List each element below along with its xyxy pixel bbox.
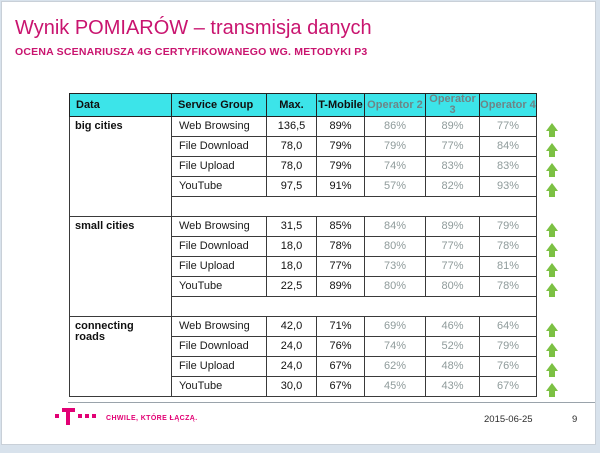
page-number: 9 [572, 414, 578, 425]
trend-cell [537, 317, 569, 337]
operator2-cell: 73% [365, 257, 426, 277]
operator4-cell: 78% [480, 277, 537, 297]
tmobile-cell: 79% [317, 137, 365, 157]
column-header-5: Operator 3 [426, 94, 480, 117]
table-row [70, 317, 569, 337]
operator4-cell: 79% [480, 337, 537, 357]
trend-cell [537, 237, 569, 257]
trend-up-icon [546, 143, 558, 151]
operator3-cell: 89% [426, 117, 480, 137]
operator4-cell: 78% [480, 237, 537, 257]
spacer-arrow-cell [537, 297, 569, 317]
trend-cell [537, 217, 569, 237]
operator4-cell: 64% [480, 317, 537, 337]
operator3-cell: 82% [426, 177, 480, 197]
spacer-cell [172, 197, 537, 217]
logo-square-icon [78, 414, 82, 418]
page-title: Wynik POMIARÓW – transmisja danych [15, 17, 372, 39]
trend-up-icon [546, 343, 558, 351]
operator3-cell: 77% [426, 237, 480, 257]
tmobile-cell: 91% [317, 177, 365, 197]
service-cell: YouTube [172, 177, 267, 197]
operator4-cell: 83% [480, 157, 537, 177]
service-cell: YouTube [172, 377, 267, 397]
trend-cell [537, 277, 569, 297]
service-cell: File Download [172, 137, 267, 157]
operator3-cell: 80% [426, 277, 480, 297]
max-cell: 31,5 [267, 217, 317, 237]
table-row [70, 117, 569, 137]
service-cell: File Download [172, 237, 267, 257]
service-cell: YouTube [172, 277, 267, 297]
slide-header [15, 16, 575, 58]
service-cell: File Upload [172, 357, 267, 377]
trend-cell [537, 377, 569, 397]
service-cell: File Upload [172, 157, 267, 177]
operator4-cell: 79% [480, 217, 537, 237]
trend-up-icon [546, 243, 558, 251]
trend-up-icon [546, 223, 558, 231]
tmobile-cell: 79% [317, 157, 365, 177]
tmobile-cell: 89% [317, 117, 365, 137]
trend-up-icon [546, 123, 558, 131]
table-row [70, 217, 569, 237]
spacer-cell [172, 297, 537, 317]
logo-t-icon [62, 408, 75, 425]
trend-up-icon [546, 263, 558, 271]
operator2-cell: 57% [365, 177, 426, 197]
trend-up-icon [546, 183, 558, 191]
max-cell: 24,0 [267, 357, 317, 377]
max-cell: 42,0 [267, 317, 317, 337]
trend-cell [537, 177, 569, 197]
operator2-cell: 74% [365, 337, 426, 357]
page-subtitle: OCENA SCENARIUSZA 4G CERTYFIKOWANEGO WG. METODYKI P3 [15, 46, 368, 58]
trend-cell [537, 157, 569, 177]
service-cell: Web Browsing [172, 317, 267, 337]
trend-up-icon [546, 383, 558, 391]
operator2-cell: 62% [365, 357, 426, 377]
operator2-cell: 80% [365, 277, 426, 297]
header-row [70, 94, 569, 117]
trend-cell [537, 357, 569, 377]
group-label: connecting roads [70, 317, 172, 397]
tmobile-cell: 78% [317, 237, 365, 257]
t-mobile-logo-icon [55, 408, 96, 425]
max-cell: 30,0 [267, 377, 317, 397]
operator4-cell: 93% [480, 177, 537, 197]
max-cell: 97,5 [267, 177, 317, 197]
trend-cell [537, 117, 569, 137]
results-table-body [70, 117, 569, 397]
operator4-cell: 81% [480, 257, 537, 277]
operator4-cell: 67% [480, 377, 537, 397]
trend-cell [537, 337, 569, 357]
operator2-cell: 69% [365, 317, 426, 337]
operator4-cell: 77% [480, 117, 537, 137]
trend-up-icon [546, 283, 558, 291]
operator2-cell: 86% [365, 117, 426, 137]
max-cell: 18,0 [267, 237, 317, 257]
trend-up-icon [546, 363, 558, 371]
max-cell: 78,0 [267, 157, 317, 177]
spacer-arrow-cell [537, 197, 569, 217]
group-label: big cities [70, 117, 172, 217]
footer-divider [68, 402, 595, 403]
operator2-cell: 45% [365, 377, 426, 397]
operator2-cell: 79% [365, 137, 426, 157]
logo-square-icon [55, 414, 59, 418]
max-cell: 24,0 [267, 337, 317, 357]
operator4-cell: 84% [480, 137, 537, 157]
operator3-cell: 46% [426, 317, 480, 337]
column-header-3: T-Mobile [317, 94, 365, 117]
column-header-2: Max. [267, 94, 317, 117]
operator3-cell: 77% [426, 137, 480, 157]
column-header-1: Service Group [172, 94, 267, 117]
operator2-cell: 80% [365, 237, 426, 257]
max-cell: 78,0 [267, 137, 317, 157]
operator3-cell: 89% [426, 217, 480, 237]
tmobile-cell: 67% [317, 377, 365, 397]
tmobile-cell: 71% [317, 317, 365, 337]
footer-slogan: CHWILE, KTÓRE ŁĄCZĄ. [106, 415, 198, 422]
column-header-6: Operator 4 [480, 94, 537, 117]
column-header-4: Operator 2 [365, 94, 426, 117]
operator3-cell: 48% [426, 357, 480, 377]
header-arrow-spacer [537, 94, 569, 117]
operator2-cell: 84% [365, 217, 426, 237]
tmobile-cell: 89% [317, 277, 365, 297]
footer-date: 2015-06-25 [484, 414, 533, 425]
service-cell: File Upload [172, 257, 267, 277]
max-cell: 136,5 [267, 117, 317, 137]
service-cell: Web Browsing [172, 117, 267, 137]
tmobile-cell: 77% [317, 257, 365, 277]
trend-cell [537, 257, 569, 277]
tmobile-cell: 76% [317, 337, 365, 357]
results-table-head [70, 94, 569, 117]
tmobile-cell: 67% [317, 357, 365, 377]
operator4-cell: 76% [480, 357, 537, 377]
operator3-cell: 52% [426, 337, 480, 357]
max-cell: 18,0 [267, 257, 317, 277]
trend-up-icon [546, 323, 558, 331]
operator3-cell: 43% [426, 377, 480, 397]
logo-square-icon [85, 414, 89, 418]
max-cell: 22,5 [267, 277, 317, 297]
operator3-cell: 77% [426, 257, 480, 277]
group-label: small cities [70, 217, 172, 317]
tmobile-cell: 85% [317, 217, 365, 237]
service-cell: File Download [172, 337, 267, 357]
trend-cell [537, 137, 569, 157]
slide [1, 1, 596, 445]
column-header-0: Data [70, 94, 172, 117]
operator3-cell: 83% [426, 157, 480, 177]
results-table [69, 93, 569, 397]
operator2-cell: 74% [365, 157, 426, 177]
logo-square-icon [92, 414, 96, 418]
trend-up-icon [546, 163, 558, 171]
results-table-wrap [69, 93, 569, 397]
service-cell: Web Browsing [172, 217, 267, 237]
